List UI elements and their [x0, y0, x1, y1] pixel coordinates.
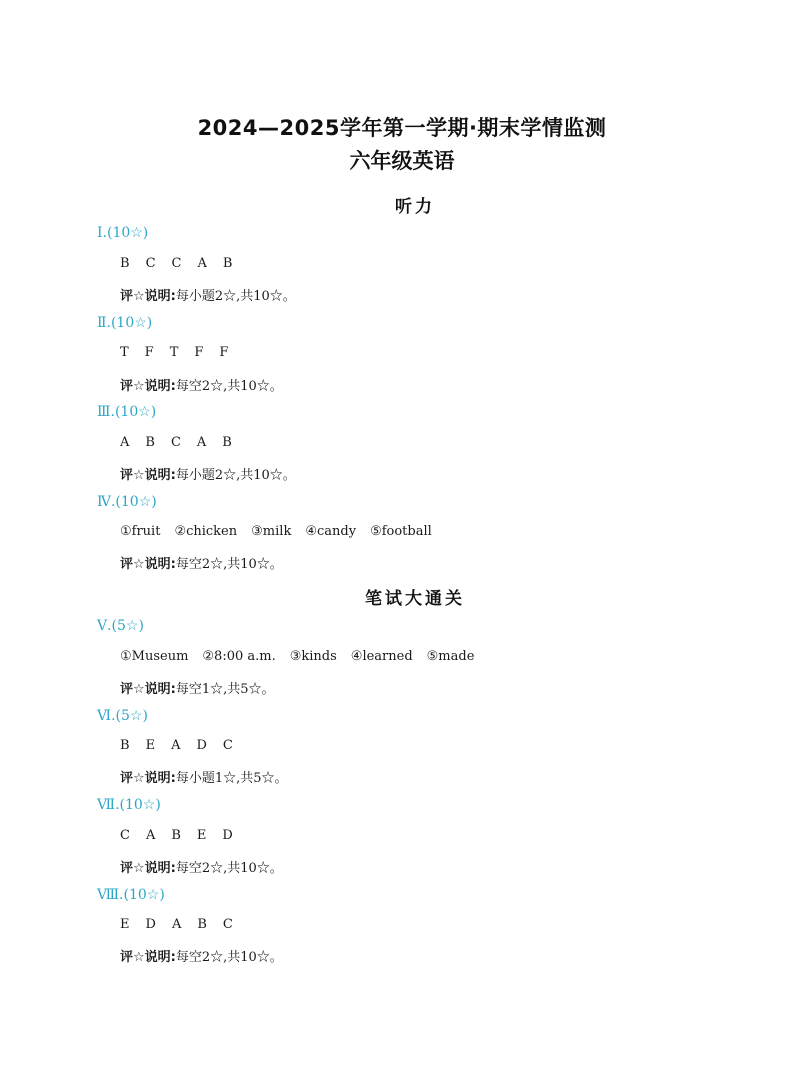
answer-item: ②8:00 a.m.: [202, 649, 276, 664]
section-heading-listening: 听力: [395, 197, 435, 217]
answer-item: C: [222, 738, 233, 753]
answer-item: ④candy: [305, 524, 357, 539]
scoring-note-2: [120, 375, 283, 394]
note-text: 每空1☆,共5☆。: [175, 682, 275, 697]
scoring-note-1: [120, 285, 296, 304]
answer-item: A: [145, 828, 156, 843]
note-text: 每小题1☆,共5☆。: [175, 771, 288, 786]
answer-item: C: [145, 256, 156, 271]
answer-item: ④learned: [350, 649, 413, 664]
answer-item: T: [120, 345, 129, 360]
scoring-note-4: [120, 553, 283, 572]
answers-row-7: [120, 828, 249, 843]
scoring-note-7: [120, 857, 283, 876]
question-label-8: Ⅷ.(10☆): [97, 887, 165, 903]
answer-item: E: [120, 917, 130, 932]
question-label-2: Ⅱ.(10☆): [97, 315, 153, 331]
answer-item: B: [197, 917, 207, 932]
answer-item: A: [196, 435, 207, 450]
answer-item: ③kinds: [289, 649, 337, 664]
answer-item: C: [120, 828, 130, 843]
answer-item: E: [145, 738, 156, 753]
note-label: 评☆说明:: [120, 289, 176, 304]
answer-item: A: [197, 256, 207, 271]
answer-item: A: [171, 738, 181, 753]
question-label-3: Ⅲ.(10☆): [97, 404, 157, 420]
question-label-6: Ⅵ.(5☆): [97, 708, 148, 724]
note-text: 每小题2☆,共10☆。: [175, 289, 296, 304]
note-label: 评☆说明:: [120, 771, 176, 786]
answer-item: A: [120, 435, 130, 450]
answer-item: F: [194, 345, 204, 360]
section-heading-writing: 笔试大通关: [365, 589, 465, 609]
question-label-5: Ⅴ.(5☆): [97, 618, 144, 634]
answer-item: A: [171, 917, 182, 932]
scoring-note-3: [120, 464, 296, 483]
question-label-4: Ⅳ.(10☆): [97, 494, 157, 510]
answer-item: ②chicken: [174, 524, 238, 539]
note-text: 每空2☆,共10☆。: [175, 557, 283, 572]
answer-item: F: [144, 345, 154, 360]
scoring-note-5: [120, 678, 275, 697]
answer-item: F: [219, 345, 229, 360]
answer-item: C: [222, 917, 233, 932]
scoring-note-6: [120, 767, 288, 786]
answers-row-3: [120, 435, 248, 450]
answer-item: C: [170, 435, 181, 450]
note-label: 评☆说明:: [120, 468, 176, 483]
answers-row-6: [120, 738, 249, 753]
answer-item: D: [145, 917, 156, 932]
note-label: 评☆说明:: [120, 682, 176, 697]
answer-item: C: [171, 256, 182, 271]
answer-item: T: [169, 345, 179, 360]
answers-row-4: [120, 524, 446, 539]
answer-item: ⑤made: [426, 649, 475, 664]
question-label-7: Ⅶ.(10☆): [97, 797, 161, 813]
answers-row-8: [120, 917, 249, 932]
answer-item: B: [222, 256, 233, 271]
answer-item: D: [196, 738, 207, 753]
question-label-1: Ⅰ.(10☆): [97, 225, 149, 241]
answers-row-2: [120, 345, 244, 360]
answer-item: B: [171, 828, 181, 843]
answer-item: ⑤football: [370, 524, 432, 539]
answer-item: E: [196, 828, 207, 843]
answer-item: D: [222, 828, 233, 843]
answer-item: ①fruit: [120, 524, 161, 539]
note-label: 评☆说明:: [120, 379, 176, 394]
answers-row-5: [120, 649, 488, 664]
answer-item: ③milk: [251, 524, 292, 539]
note-text: 每空2☆,共10☆。: [175, 379, 283, 394]
answer-item: B: [145, 435, 155, 450]
page-title: 2024—2025学年第一学期·期末学情监测: [197, 116, 607, 140]
answers-row-1: [120, 256, 248, 271]
answer-item: B: [120, 738, 130, 753]
note-label: 评☆说明:: [120, 861, 176, 876]
note-text: 每空2☆,共10☆。: [175, 861, 283, 876]
note-text: 每小题2☆,共10☆。: [175, 468, 296, 483]
answer-item: B: [120, 256, 130, 271]
page-subtitle: 六年级英语: [349, 149, 455, 173]
note-text: 每空2☆,共10☆。: [175, 950, 283, 965]
answer-item: B: [222, 435, 232, 450]
note-label: 评☆说明:: [120, 557, 176, 572]
note-label: 评☆说明:: [120, 950, 176, 965]
answer-item: ①Museum: [120, 649, 189, 664]
scoring-note-8: [120, 946, 283, 965]
